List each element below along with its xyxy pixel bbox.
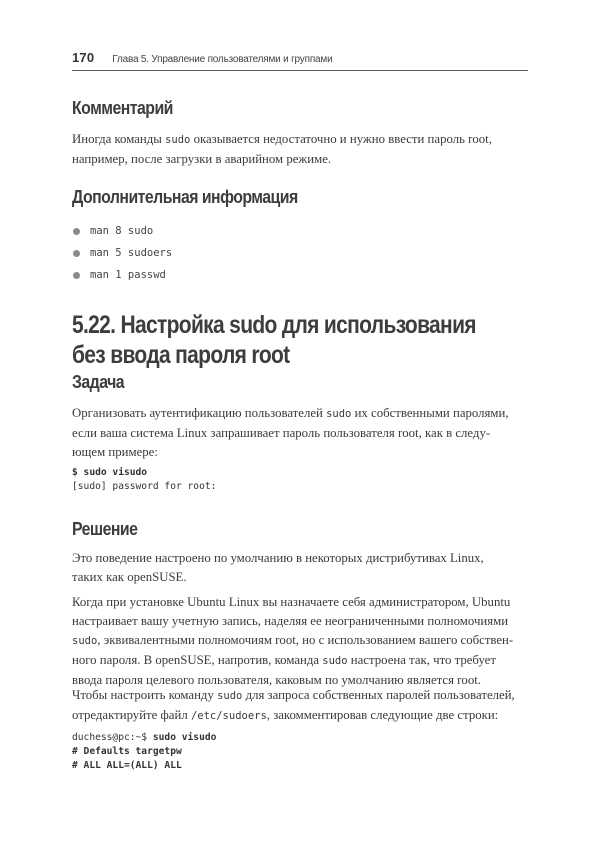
task-line-2: если ваша система Linux запрашивает пароль пользователя root, как в следу- (72, 426, 491, 440)
text-fragment: для запроса собственных паролей пользователей, (245, 688, 515, 702)
solution-p2-line-1: Когда при установке Ubuntu Linux вы назначаете себя администратором, Ubuntu (72, 595, 511, 609)
code-line: $ sudo visudo (72, 467, 148, 478)
section-title (72, 310, 476, 370)
inline-code: sudo (326, 408, 352, 420)
solution-p2-line-3 (72, 631, 528, 651)
text-fragment: отредактируйте файл (72, 708, 188, 722)
inline-code: sudo (72, 635, 98, 647)
solution-p2-line-4 (72, 651, 528, 671)
code-command: sudo visudo (152, 732, 217, 743)
list-item (72, 264, 172, 286)
solution-p1-line-2: таких как openSUSE. (72, 570, 187, 584)
task-paragraph (72, 404, 528, 462)
text-fragment: , закомментировав следующие две строки: (266, 708, 499, 722)
inline-code: sudo (217, 690, 243, 702)
comment-heading: Комментарий (72, 98, 173, 118)
list-item (72, 242, 172, 264)
comment-line-2: например, после загрузки в аварийном режиме. (72, 152, 332, 166)
solution-p1-line-1: Это поведение настроено по умолчанию в некоторых дистрибутивах Linux, (72, 551, 484, 565)
comment-paragraph (72, 130, 528, 169)
task-code-block (72, 466, 216, 494)
bullet-icon (73, 272, 80, 279)
solution-p2-line-2: настраивает вашу учетную запись, наделяя ее неограниченными полномочиями (72, 614, 509, 628)
chapter-title: Глава 5. Управление пользователями и группами (112, 54, 333, 65)
code-line: # ALL ALL=(ALL) ALL (72, 760, 182, 771)
bullet-icon (73, 250, 80, 257)
section-title-line-2: без ввода пароля root (72, 341, 290, 369)
bullet-icon (73, 228, 80, 235)
inline-code: sudo (322, 655, 348, 667)
solution-p3-line-1 (72, 686, 528, 706)
running-header (72, 50, 528, 71)
additional-info-heading: Дополнительная информация (72, 187, 298, 207)
text-fragment: оказывается недостаточно и нужно ввести пароль root, (193, 132, 492, 146)
solution-code-block (72, 731, 216, 773)
task-line-1 (72, 404, 528, 424)
inline-code: /etc/sudoers (190, 710, 267, 722)
text-fragment: , эквивалентными полномочиям root, но с использованием вашего собствен- (97, 633, 514, 647)
code-line: # Defaults targetpw (72, 746, 182, 757)
man-reference: man 8 sudo (90, 225, 154, 237)
solution-heading: Решение (72, 519, 138, 539)
references-list (72, 220, 172, 286)
solution-paragraph-3 (72, 686, 528, 726)
man-reference: man 5 sudoers (90, 247, 173, 259)
task-heading: Задача (72, 372, 125, 392)
text-fragment: настроена так, что требует (350, 653, 496, 667)
solution-paragraph-1 (72, 549, 528, 587)
text-fragment: Организовать аутентификацию пользователей (72, 406, 323, 420)
code-line: [sudo] password for root: (72, 481, 217, 492)
text-fragment: Иногда команды (72, 132, 162, 146)
inline-code: sudo (165, 134, 191, 146)
solution-p2-line-5: ввода пароля целевого пользователя, каковым по умолчанию является root. (72, 673, 481, 687)
text-fragment: их собственными паролями, (354, 406, 509, 420)
task-line-3: ющем примере: (72, 445, 158, 459)
text-fragment: Чтобы настроить команду (72, 688, 214, 702)
comment-line-1 (72, 130, 528, 150)
list-item (72, 220, 172, 242)
man-reference: man 1 passwd (90, 269, 166, 281)
page-number: 170 (72, 50, 95, 65)
solution-paragraph-2 (72, 593, 528, 690)
section-title-line-1: 5.22. Настройка sudo для использования (72, 311, 476, 339)
text-fragment: ного пароля. В openSUSE, напротив, команда (72, 653, 320, 667)
code-prompt: duchess@pc:~$ (72, 732, 153, 743)
solution-p3-line-2 (72, 706, 528, 726)
